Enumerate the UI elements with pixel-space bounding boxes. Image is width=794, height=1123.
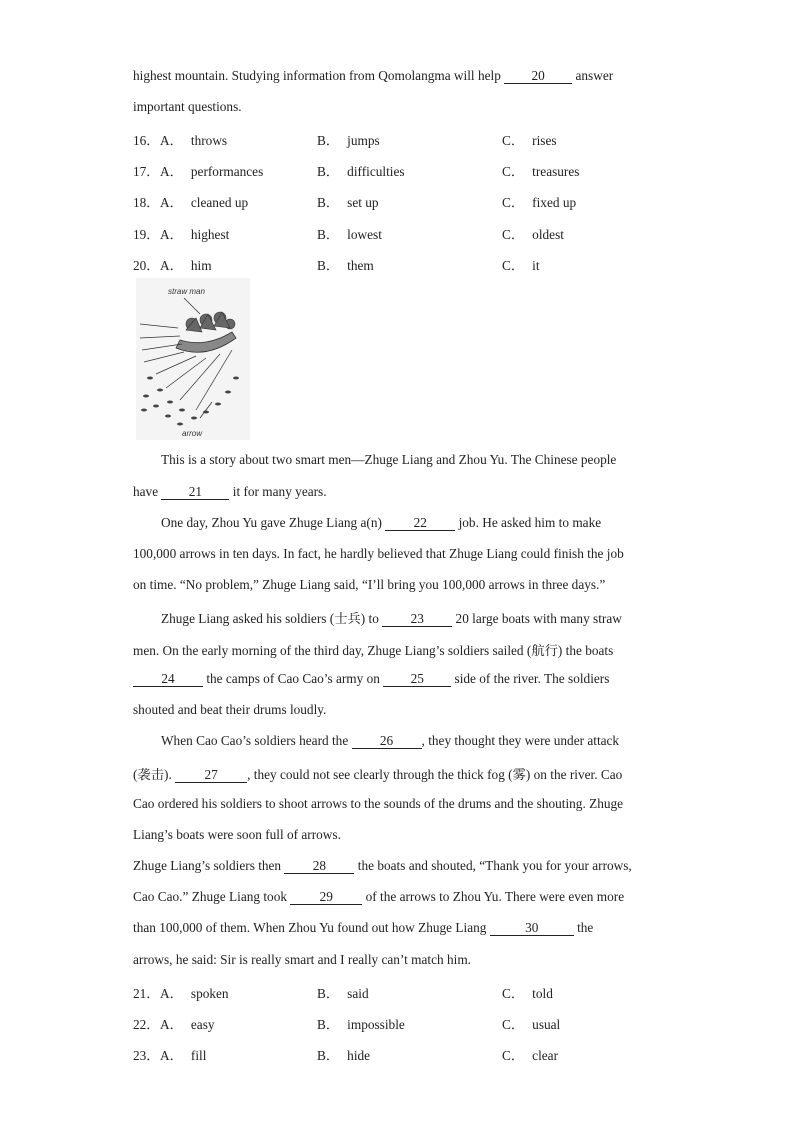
option-c[interactable]: C． it: [502, 258, 540, 273]
question-number: 20．: [133, 258, 160, 273]
blank-24: 24: [133, 672, 203, 687]
passage-line: This is a story about two smart men—Zhuge Liang and Zhou Yu. The Chinese people: [161, 452, 617, 467]
option-b[interactable]: B． them: [317, 258, 374, 273]
passage-line: have 21 it for many years.: [133, 484, 327, 499]
blank-29: 29: [290, 890, 362, 905]
passage-line: Zhuge Liang asked his soldiers (士兵) to 23 20 large boats with many straw: [161, 611, 622, 626]
question-22: [133, 1014, 693, 1032]
option-c[interactable]: C． treasures: [502, 164, 580, 179]
passage-line: shouted and beat their drums loudly.: [133, 702, 327, 717]
option-a[interactable]: A． fill: [160, 1048, 207, 1063]
arrow-label: arrow: [182, 429, 203, 438]
passage-line: One day, Zhou Yu gave Zhuge Liang a(n) 22 job. He asked him to make: [161, 515, 602, 530]
straw-boat-illustration: [136, 278, 250, 440]
option-b[interactable]: B． set up: [317, 195, 379, 210]
option-b[interactable]: B． said: [317, 986, 369, 1001]
question-16: [133, 130, 693, 148]
option-a[interactable]: A． spoken: [160, 986, 229, 1001]
question-number: 21．: [133, 986, 160, 1001]
question-20: [133, 255, 693, 273]
option-a[interactable]: A． cleaned up: [160, 195, 249, 210]
option-c[interactable]: C． usual: [502, 1017, 561, 1032]
option-b[interactable]: B． hide: [317, 1048, 371, 1063]
passage-line: arrows, he said: Sir is really smart and I really can’t match him.: [133, 952, 471, 967]
passage-line: Liang’s boats were soon full of arrows.: [133, 827, 341, 842]
blank-27: 27: [175, 768, 247, 783]
passage-line: Cao Cao.” Zhuge Liang took 29 of the arrows to Zhou Yu. There were even more: [133, 889, 625, 904]
blank-20: 20: [504, 69, 572, 84]
text: answer: [572, 68, 614, 83]
option-a[interactable]: A． easy: [160, 1017, 215, 1032]
question-number: 23．: [133, 1048, 160, 1063]
passage-line: 24 the camps of Cao Cao’s army on 25 side of the river. The soldiers: [133, 671, 609, 687]
passage-line: important questions.: [133, 99, 242, 114]
option-b[interactable]: B． impossible: [317, 1017, 405, 1032]
blank-25: 25: [383, 672, 451, 687]
question-number: 17．: [133, 164, 160, 179]
text: highest mountain. Studying information from Qomolangma will help: [133, 68, 505, 83]
option-c[interactable]: C． rises: [502, 133, 557, 148]
passage-line: Zhuge Liang’s soldiers then 28 the boats and shouted, “Thank you for your arrows,: [133, 858, 632, 873]
option-c[interactable]: C． fixed up: [502, 195, 577, 210]
option-b[interactable]: B． difficulties: [317, 164, 405, 179]
passage-line: 100,000 arrows in ten days. In fact, he hardly believed that Zhuge Liang could finish the job: [133, 546, 624, 561]
blank-21: 21: [161, 485, 229, 500]
option-c[interactable]: C． clear: [502, 1048, 558, 1063]
question-number: 16．: [133, 133, 160, 148]
blank-22: 22: [385, 516, 455, 531]
passage-line: When Cao Cao’s soldiers heard the 26 , they thought they were under attack: [161, 733, 620, 748]
blank-30: 30: [490, 921, 574, 936]
option-c[interactable]: C． oldest: [502, 227, 564, 242]
passage-line: (袭击). 27 , they could not see clearly through the thick fog (雾) on the river. Cao: [133, 767, 623, 782]
option-b[interactable]: B． jumps: [317, 133, 380, 148]
question-18: [133, 192, 693, 210]
option-a[interactable]: A． highest: [160, 227, 230, 242]
option-b[interactable]: B． lowest: [317, 227, 382, 242]
question-17: [133, 161, 693, 179]
question-number: 22．: [133, 1017, 160, 1032]
passage-line: than 100,000 of them. When Zhou Yu found out how Zhuge Liang 30 the: [133, 920, 594, 935]
question-23: [133, 1045, 693, 1063]
option-a[interactable]: A． performances: [160, 164, 264, 179]
straw-man-label: straw man: [168, 287, 205, 296]
option-a[interactable]: A． him: [160, 258, 212, 273]
option-a[interactable]: A． throws: [160, 133, 228, 148]
question-19: [133, 224, 693, 242]
passage-line: men. On the early morning of the third day, Zhuge Liang’s soldiers sailed (航行) the boats: [133, 643, 614, 658]
passage-line: [133, 68, 613, 84]
option-c[interactable]: C． told: [502, 986, 553, 1001]
question-number: 18．: [133, 195, 160, 210]
blank-23: 23: [382, 612, 452, 627]
question-number: 19．: [133, 227, 160, 242]
blank-28: 28: [284, 859, 354, 874]
blank-26: 26: [352, 734, 422, 749]
passage-line: Cao ordered his soldiers to shoot arrows to the sounds of the drums and the shouting. Zhuge: [133, 796, 624, 811]
passage-line: on time. “No problem,” Zhuge Liang said, “I’ll bring you 100,000 arrows in three days.”: [133, 577, 606, 592]
question-21: [133, 983, 693, 1001]
